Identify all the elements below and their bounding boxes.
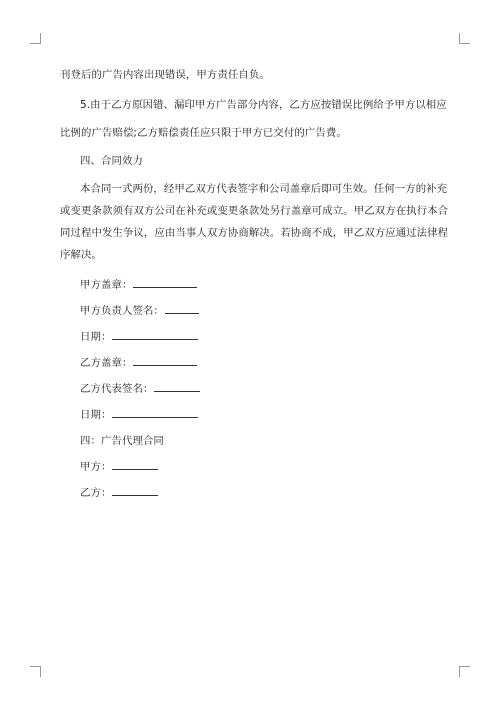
party-b-signature-blank [154, 380, 200, 392]
party-a-date-blank [112, 328, 198, 340]
party-b-label: 乙方： [80, 487, 112, 499]
party-a-signature-field [60, 300, 440, 322]
party-b-blank [112, 484, 158, 496]
party-a-seal-blank [133, 276, 197, 288]
party-b-seal-label: 乙方盖章： [80, 357, 133, 369]
party-b-seal-field [60, 352, 440, 374]
crop-mark-bottom-left [30, 666, 41, 677]
party-b-field [60, 482, 440, 504]
party-b-date-field [60, 404, 440, 426]
validity-line-2: 或变更条款须有双方公司在补充或变更条款处另行盖章可成立。甲乙双方在执行本合 [60, 205, 449, 217]
party-a-signature-label: 甲方负责人签名： [80, 305, 164, 317]
validity-line-4: 序解决。 [60, 249, 102, 261]
paragraph-line: 刊登后的广告内容出现错误，甲方责任自负。 [60, 69, 270, 81]
party-a-signature-blank [165, 302, 199, 314]
party-a-field [60, 456, 440, 478]
party-b-date-blank [112, 406, 198, 418]
party-a-date-label: 日期： [80, 331, 112, 343]
party-a-label: 甲方： [80, 461, 112, 473]
party-a-seal-field [60, 274, 440, 296]
validity-line-1: 本合同一式两份，经甲乙双方代表签字和公司盖章后即可生效。任何一方的补充 [80, 183, 448, 195]
party-b-signature-field [60, 378, 440, 400]
crop-mark-top-right [459, 33, 470, 44]
crop-mark-top-left [30, 33, 41, 44]
party-b-seal-blank [133, 354, 197, 366]
party-b-signature-label: 乙方代表签名： [80, 383, 154, 395]
clause-5-line-2: 比例的广告赔偿;乙方赔偿责任应只限于甲方已交付的广告费。 [60, 127, 347, 139]
crop-mark-bottom-right [459, 666, 470, 677]
party-a-blank [112, 458, 158, 470]
section-heading-ad-agency-contract: 四：广告代理合同 [80, 435, 164, 447]
document-body [60, 64, 449, 504]
clause-5-line-1: 5.由于乙方原因错、漏印甲方广告部分内容，乙方应按错误比例给予甲方以相应 [80, 99, 447, 111]
party-a-date-field [60, 326, 440, 348]
validity-line-3: 同过程中发生争议，应由当事人双方协商解决。若协商不成，甲乙双方应通过法律程 [60, 227, 449, 239]
party-b-date-label: 日期： [80, 409, 112, 421]
section-heading-contract-validity: 四、合同效力 [80, 155, 143, 167]
party-a-seal-label: 甲方盖章： [80, 279, 133, 291]
